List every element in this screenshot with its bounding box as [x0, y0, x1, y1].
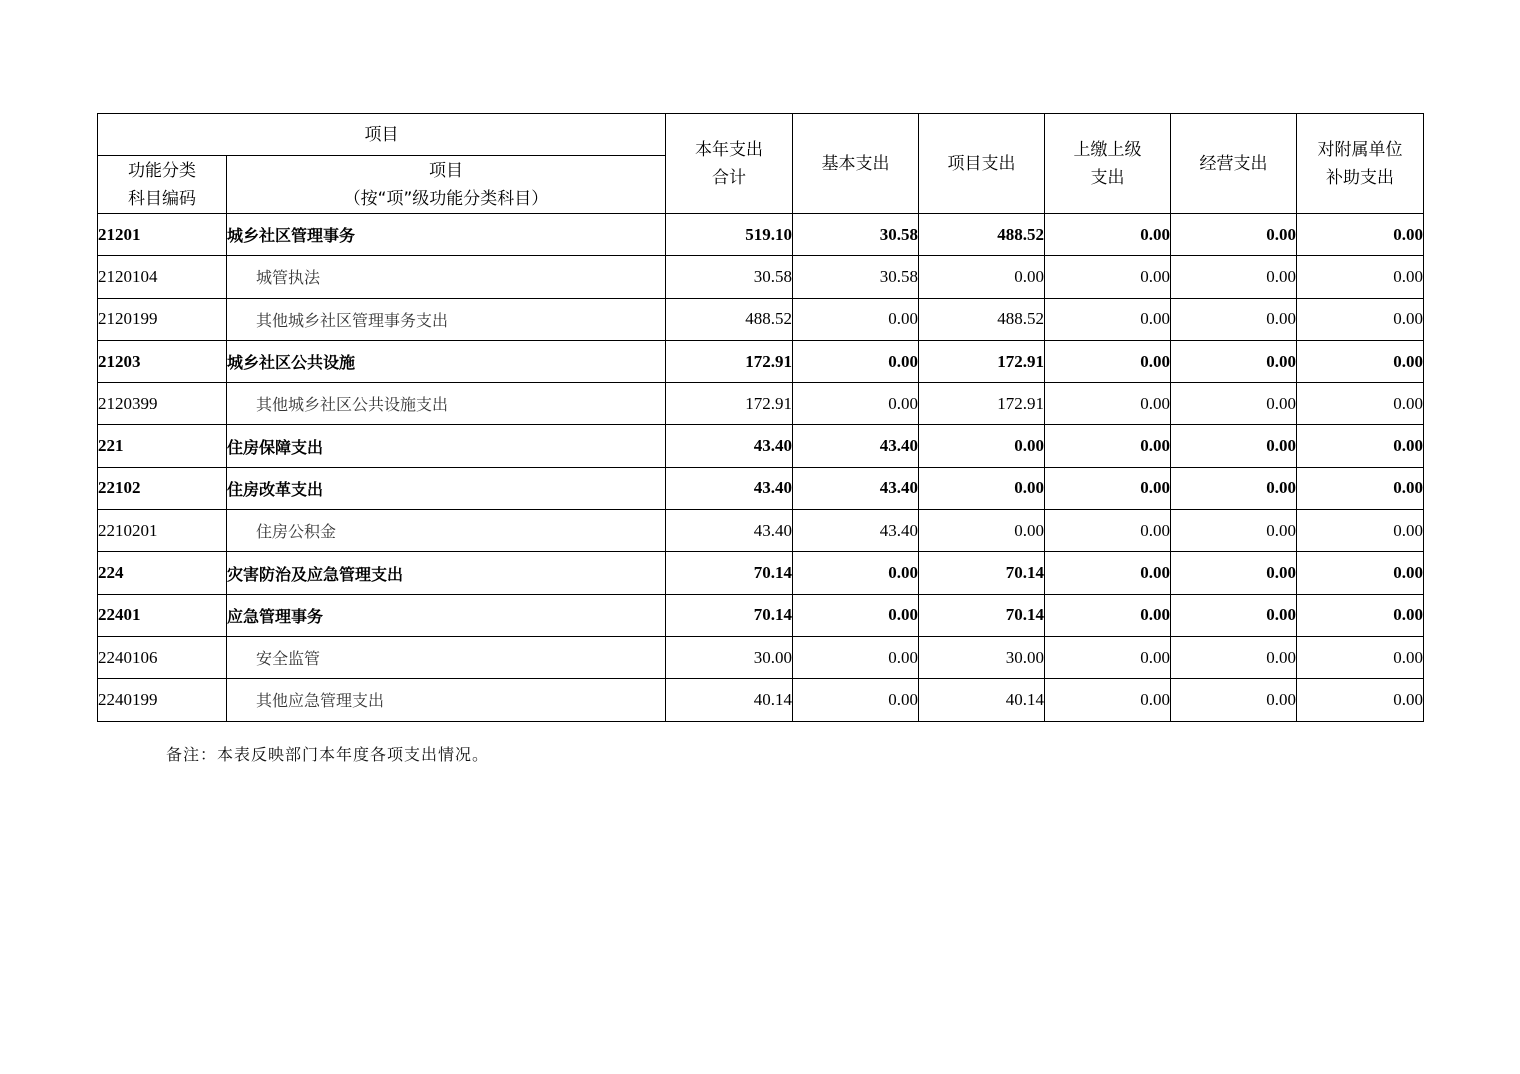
row-operating: 0.00	[1171, 340, 1297, 382]
row-project: 0.00	[919, 256, 1045, 298]
header-name	[227, 156, 666, 214]
header-total-line1: 本年支出	[695, 139, 763, 160]
row-name: 其他应急管理支出	[227, 679, 666, 721]
row-subsidy: 0.00	[1297, 552, 1424, 594]
expenditure-table	[97, 113, 1424, 722]
row-code: 22401	[98, 594, 227, 636]
row-total: 30.58	[666, 256, 793, 298]
row-project: 0.00	[919, 467, 1045, 509]
row-upper: 0.00	[1045, 510, 1171, 552]
row-project: 488.52	[919, 298, 1045, 340]
header-basic: 基本支出	[793, 114, 919, 214]
row-subsidy: 0.00	[1297, 679, 1424, 721]
row-operating: 0.00	[1171, 594, 1297, 636]
header-upper	[1045, 114, 1171, 214]
row-code: 2120199	[98, 298, 227, 340]
row-project: 70.14	[919, 552, 1045, 594]
row-total: 40.14	[666, 679, 793, 721]
row-basic: 0.00	[793, 340, 919, 382]
row-project: 70.14	[919, 594, 1045, 636]
row-code: 2240106	[98, 636, 227, 678]
row-project: 0.00	[919, 425, 1045, 467]
header-item-group: 项目	[98, 114, 666, 156]
header-operating: 经营支出	[1171, 114, 1297, 214]
row-subsidy: 0.00	[1297, 425, 1424, 467]
row-name: 灾害防治及应急管理支出	[227, 552, 666, 594]
row-project: 172.91	[919, 340, 1045, 382]
row-upper: 0.00	[1045, 636, 1171, 678]
row-code: 2120399	[98, 383, 227, 425]
row-total: 43.40	[666, 510, 793, 552]
row-code: 2120104	[98, 256, 227, 298]
row-name: 其他城乡社区公共设施支出	[227, 383, 666, 425]
row-name: 城管执法	[227, 256, 666, 298]
row-operating: 0.00	[1171, 467, 1297, 509]
row-basic: 30.58	[793, 256, 919, 298]
row-basic: 43.40	[793, 510, 919, 552]
header-name-line1: 项目	[429, 160, 463, 181]
header-upper-line2: 支出	[1090, 167, 1125, 188]
row-total: 172.91	[666, 383, 793, 425]
table-row	[98, 340, 1424, 382]
row-total: 70.14	[666, 552, 793, 594]
row-code: 2240199	[98, 679, 227, 721]
row-operating: 0.00	[1171, 256, 1297, 298]
row-name: 住房公积金	[227, 510, 666, 552]
row-project: 0.00	[919, 510, 1045, 552]
row-name: 城乡社区公共设施	[227, 340, 666, 382]
header-code-line1: 功能分类	[128, 160, 196, 181]
row-subsidy: 0.00	[1297, 636, 1424, 678]
row-basic: 0.00	[793, 552, 919, 594]
row-operating: 0.00	[1171, 383, 1297, 425]
table-row	[98, 256, 1424, 298]
table-row	[98, 594, 1424, 636]
table-row	[98, 552, 1424, 594]
row-upper: 0.00	[1045, 298, 1171, 340]
row-upper: 0.00	[1045, 340, 1171, 382]
row-project: 172.91	[919, 383, 1045, 425]
header-name-line2: （按“项”级功能分类科目）	[343, 188, 549, 209]
row-basic: 0.00	[793, 679, 919, 721]
row-name: 应急管理事务	[227, 594, 666, 636]
row-upper: 0.00	[1045, 214, 1171, 256]
row-upper: 0.00	[1045, 594, 1171, 636]
header-code	[98, 156, 227, 214]
row-project: 40.14	[919, 679, 1045, 721]
row-code: 224	[98, 552, 227, 594]
row-subsidy: 0.00	[1297, 256, 1424, 298]
row-subsidy: 0.00	[1297, 467, 1424, 509]
row-basic: 0.00	[793, 636, 919, 678]
table-row	[98, 425, 1424, 467]
row-operating: 0.00	[1171, 214, 1297, 256]
row-total: 43.40	[666, 425, 793, 467]
row-code: 2210201	[98, 510, 227, 552]
row-upper: 0.00	[1045, 467, 1171, 509]
row-upper: 0.00	[1045, 256, 1171, 298]
row-subsidy: 0.00	[1297, 214, 1424, 256]
header-code-line2: 科目编码	[128, 188, 196, 209]
row-operating: 0.00	[1171, 552, 1297, 594]
row-basic: 0.00	[793, 298, 919, 340]
row-code: 221	[98, 425, 227, 467]
row-subsidy: 0.00	[1297, 298, 1424, 340]
row-total: 30.00	[666, 636, 793, 678]
row-total: 172.91	[666, 340, 793, 382]
row-subsidy: 0.00	[1297, 383, 1424, 425]
header-subsidy-line1: 对附属单位	[1317, 139, 1403, 160]
row-total: 70.14	[666, 594, 793, 636]
row-total: 43.40	[666, 467, 793, 509]
row-operating: 0.00	[1171, 510, 1297, 552]
row-upper: 0.00	[1045, 679, 1171, 721]
row-upper: 0.00	[1045, 552, 1171, 594]
row-name: 住房保障支出	[227, 425, 666, 467]
row-basic: 0.00	[793, 383, 919, 425]
row-subsidy: 0.00	[1297, 510, 1424, 552]
row-operating: 0.00	[1171, 425, 1297, 467]
table-row	[98, 510, 1424, 552]
row-name: 安全监管	[227, 636, 666, 678]
row-project: 30.00	[919, 636, 1045, 678]
row-code: 21203	[98, 340, 227, 382]
table-header	[98, 114, 1424, 214]
table-row	[98, 298, 1424, 340]
row-basic: 43.40	[793, 425, 919, 467]
row-project: 488.52	[919, 214, 1045, 256]
row-basic: 43.40	[793, 467, 919, 509]
row-code: 22102	[98, 467, 227, 509]
row-basic: 30.58	[793, 214, 919, 256]
row-basic: 0.00	[793, 594, 919, 636]
row-name: 其他城乡社区管理事务支出	[227, 298, 666, 340]
row-total: 519.10	[666, 214, 793, 256]
row-subsidy: 0.00	[1297, 594, 1424, 636]
table-body	[98, 214, 1424, 722]
table-row	[98, 214, 1424, 256]
header-project: 项目支出	[919, 114, 1045, 214]
row-code: 21201	[98, 214, 227, 256]
row-name: 城乡社区管理事务	[227, 214, 666, 256]
table-row	[98, 383, 1424, 425]
row-subsidy: 0.00	[1297, 340, 1424, 382]
row-operating: 0.00	[1171, 298, 1297, 340]
header-upper-line1: 上缴上级	[1073, 139, 1142, 160]
row-name: 住房改革支出	[227, 467, 666, 509]
table-row	[98, 467, 1424, 509]
table-row	[98, 679, 1424, 721]
row-operating: 0.00	[1171, 636, 1297, 678]
header-total	[666, 114, 793, 214]
header-subsidy-line2: 补助支出	[1326, 167, 1394, 188]
row-operating: 0.00	[1171, 679, 1297, 721]
table-note: 备注：本表反映部门本年度各项支出情况。	[166, 745, 490, 764]
row-upper: 0.00	[1045, 425, 1171, 467]
row-upper: 0.00	[1045, 383, 1171, 425]
header-subsidy	[1297, 114, 1424, 214]
header-total-line2: 合计	[712, 167, 746, 188]
row-total: 488.52	[666, 298, 793, 340]
table-row	[98, 636, 1424, 678]
